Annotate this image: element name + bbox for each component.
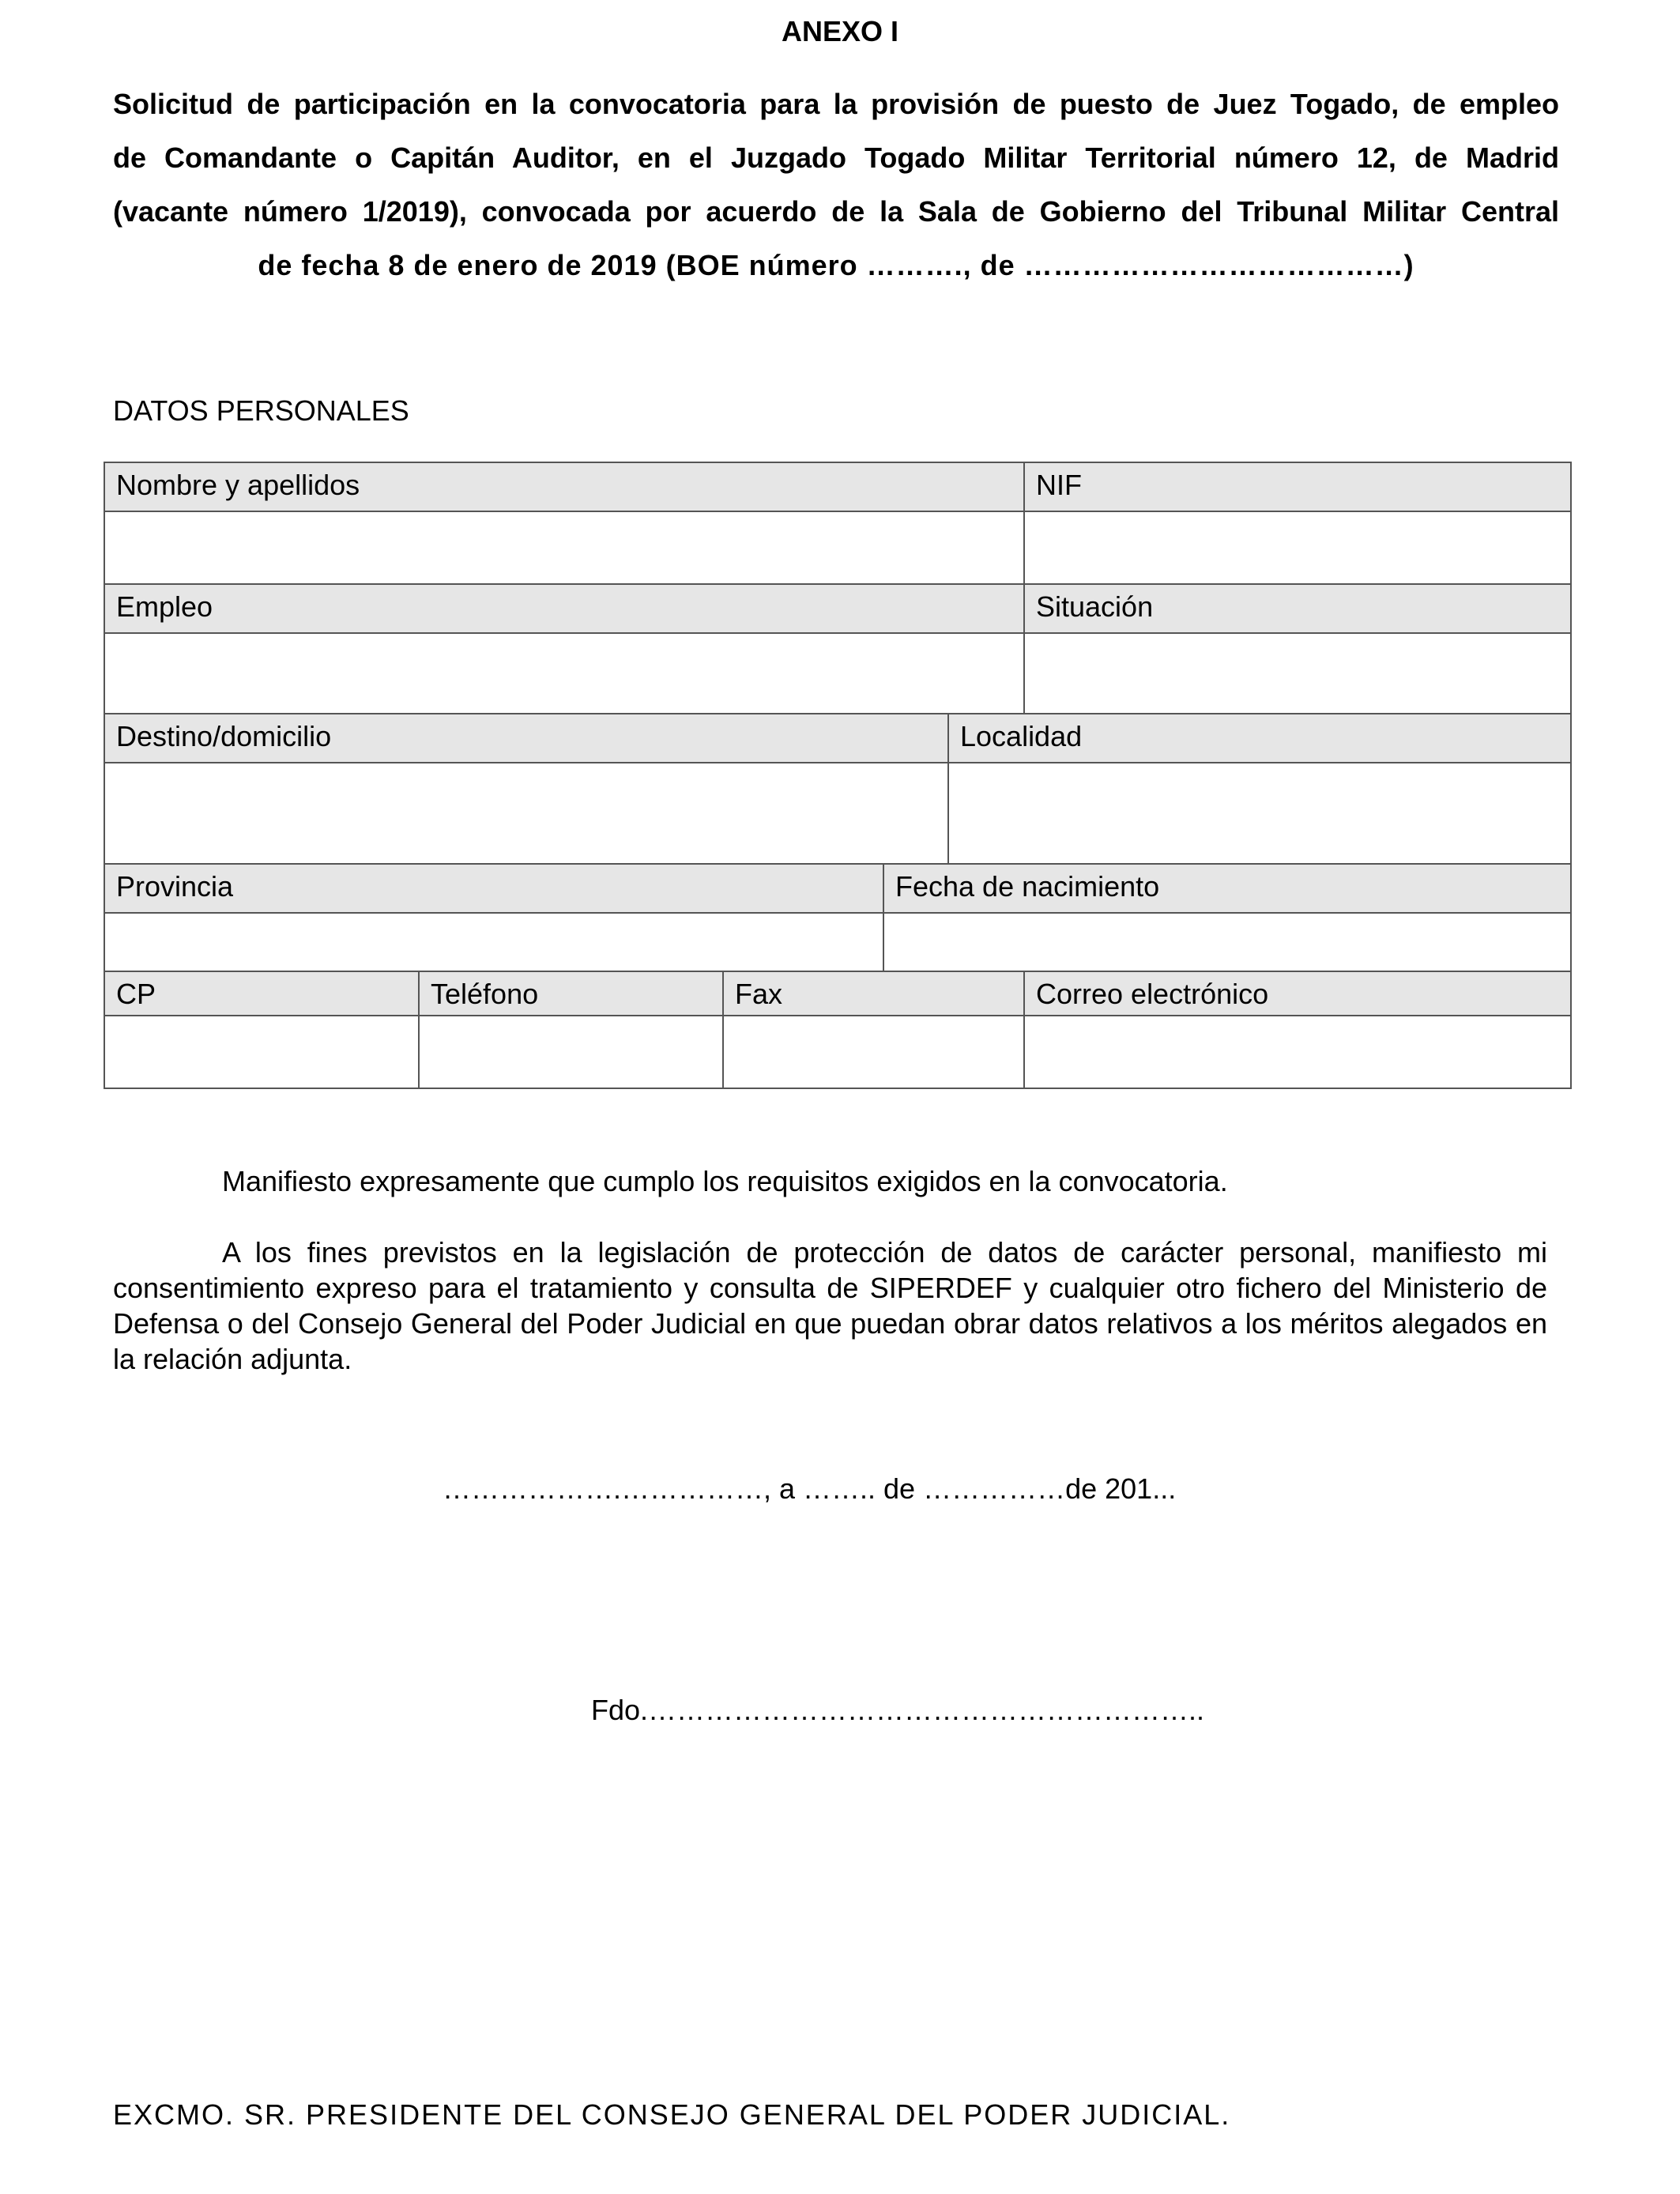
fax-label: Fax [724,972,1025,1016]
province-field[interactable] [105,914,884,972]
consent-paragraph: A los fines previstos en la legislación de protección de datos de carácter personal, manifiesto mi consentimiento expreso para el tratamiento y consulta de SIPERDEF y cualquier otro fichero del Ministerio de Defensa o del Consejo General del Poder Judicial en que puedan obrar datos relativos a los méritos alegados en la relación adjunta. [113,1236,1547,1375]
phone-label: Teléfono [420,972,724,1016]
nif-field[interactable] [1025,512,1570,585]
town-field[interactable] [949,763,1570,865]
status-field[interactable] [1025,634,1570,714]
birthdate-label: Fecha de nacimiento [884,865,1570,914]
name-label: Nombre y apellidos [105,463,1025,512]
personal-data-form [104,462,1572,1089]
phone-field[interactable] [420,1016,724,1088]
request-title [113,77,1559,292]
section-title-personal-data: DATOS PERSONALES [113,394,409,427]
email-label: Correo electrónico [1025,972,1570,1016]
birthdate-field[interactable] [884,914,1570,972]
fax-field[interactable] [724,1016,1025,1088]
province-label: Provincia [105,865,884,914]
postcode-field[interactable] [105,1016,420,1088]
request-title-line: Solicitud de participación en la convocatoria para la provisión de puesto de Juez Togado, de empleo [113,88,1559,120]
addressee: EXCMO. SR. PRESIDENTE DEL CONSEJO GENERAL DEL PODER JUDICIAL. [113,2098,1231,2131]
signature-line: Fdo.………………………………………………….. [591,1694,1205,1726]
status-label: Situación [1025,585,1570,634]
town-label: Localidad [949,714,1570,763]
email-field[interactable] [1025,1016,1570,1088]
address-label: Destino/domicilio [105,714,949,763]
name-field[interactable] [105,512,1025,585]
annex-title: ANEXO I [781,15,899,47]
address-field[interactable] [105,763,949,865]
request-title-line: (vacante número 1/2019), convocada por acuerdo de la Sala de Gobierno del Tribunal Militar Central [113,195,1559,228]
postcode-label: CP [105,972,420,1016]
rank-label: Empleo [105,585,1025,634]
request-title-line: de Comandante o Capitán Auditor, en el Juzgado Togado Militar Territorial número 12, de Madrid [113,141,1559,174]
nif-label: NIF [1025,463,1570,512]
place-date-line: ……………….……………, a …….. de ……………de 201... [443,1472,1177,1505]
rank-field[interactable] [105,634,1025,714]
declaration-paragraph: Manifiesto expresamente que cumplo los requisitos exigidos en la convocatoria. [222,1165,1228,1197]
request-title-line: de fecha 8 de enero de 2019 (BOE número ………., de …………………………………) [258,249,1414,281]
